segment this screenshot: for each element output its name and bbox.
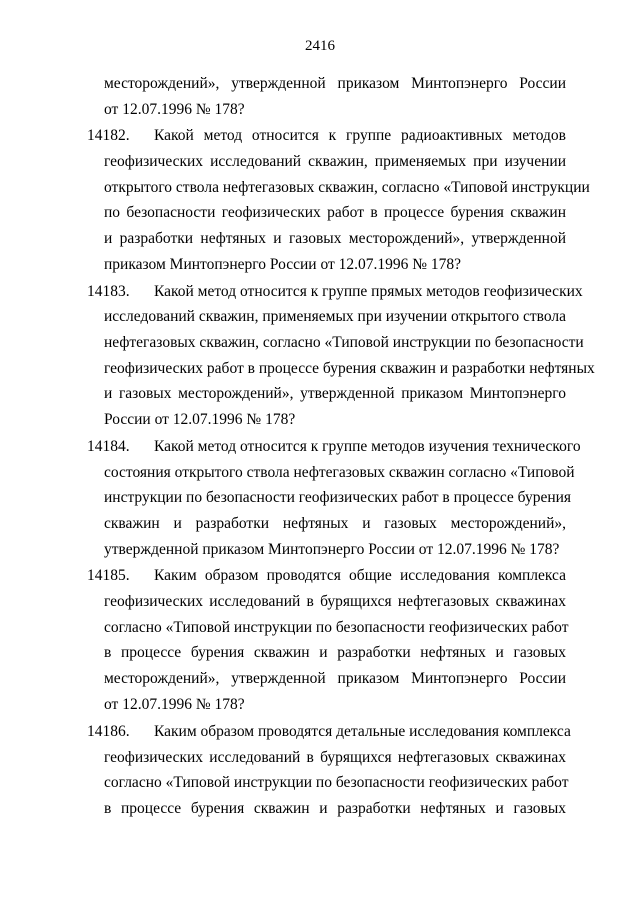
text-line: состояния открытого ствола нефтегазовых скважин согласно «Типовой [104,464,575,481]
text-line: утвержденной приказом Минтопэнерго России от 12.07.1996 № 178? [104,541,560,558]
text-line: от 12.07.1996 № 178? [104,101,245,118]
text-line: месторождений», утвержденной приказом Минтопэнерго России [104,75,566,92]
text-line: геофизических исследований скважин, применяемых при изучении [104,153,566,170]
text-line: геофизических исследований в бурящихся нефтегазовых скважинах [104,593,566,610]
text-line: согласно «Типовой инструкции по безопасности геофизических работ [104,774,569,791]
text-line: Каким образом проводятся детальные исследования комплекса [154,723,571,740]
text-line: месторождений», утвержденной приказом Минтопэнерго России [104,670,566,687]
text-line: России от 12.07.1996 № 178? [104,411,296,428]
text-line: скважин и разработки нефтяных и газовых месторождений», [104,515,566,532]
text-line: Какой метод относится к группе радиоактивных методов [154,127,566,144]
text-line: нефтегазовых скважин, согласно «Типовой инструкции по безопасности [104,334,584,351]
text-line: от 12.07.1996 № 178? [104,696,245,713]
text-line: по безопасности геофизических работ в процессе бурения скважин [104,204,566,221]
text-line: и разработки нефтяных и газовых месторождений», утвержденной [104,230,566,247]
page-number: 2416 [305,38,335,54]
item-number: 14183. [87,283,130,300]
text-line: Каким образом проводятся общие исследования комплекса [154,567,566,584]
text-line: инструкции по безопасности геофизических работ в процессе бурения [104,489,572,506]
item-number: 14186. [87,723,130,740]
text-line: согласно «Типовой инструкции по безопасности геофизических работ [104,619,569,636]
text-line: геофизических работ в процессе бурения скважин и разработки нефтяных [104,360,595,377]
text-line: Какой метод относится к группе методов изучения технического [154,438,581,455]
item-number: 14184. [87,438,130,455]
text-line: геофизических исследований в бурящихся нефтегазовых скважинах [104,749,566,766]
text-line: в процессе бурения скважин и разработки нефтяных и газовых [104,800,566,817]
text-line: исследований скважин, применяемых при изучении открытого ствола [104,308,566,325]
item-number: 14185. [87,567,130,584]
text-line: приказом Минтопэнерго России от 12.07.1996 № 178? [104,256,462,273]
text-line: в процессе бурения скважин и разработки нефтяных и газовых [104,644,566,661]
text-line: открытого ствола нефтегазовых скважин, согласно «Типовой инструкции [104,179,590,196]
text-line: Какой метод относится к группе прямых методов геофизических [154,283,583,300]
item-number: 14182. [87,127,130,144]
text-line: и газовых месторождений», утвержденной приказом Минтопэнерго [104,385,566,402]
